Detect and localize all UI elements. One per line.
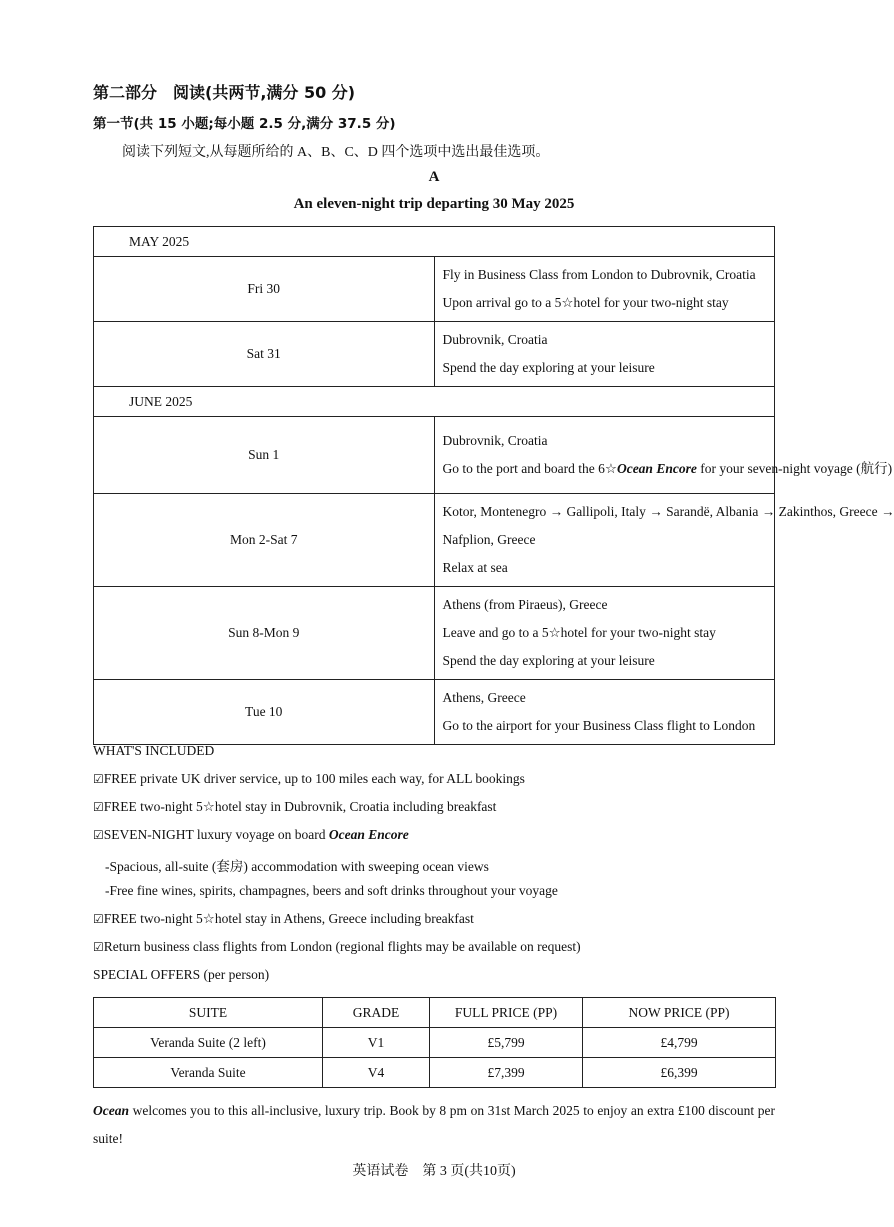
activity-line: Nafplion, Greece: [442, 532, 536, 547]
activity-line: Athens (from Piraeus), Greece: [442, 597, 608, 612]
included-text: FREE two-night 5☆hotel stay in Dubrovnik, Croatia including breakfast: [103, 799, 497, 814]
month-row-may: [94, 227, 775, 257]
price-row: [94, 1058, 776, 1088]
price-table: [93, 997, 776, 1088]
day-cell: Sun 1: [94, 417, 435, 494]
included-text: FREE private UK driver service, up to 100 miles each way, for ALL bookings: [103, 771, 525, 786]
included-item: [93, 799, 496, 815]
included-subitem: -Free fine wines, spirits, champagnes, beers and soft drinks throughout your voyage: [105, 883, 558, 898]
ship-name: Ocean Encore: [616, 461, 697, 476]
ship-name: Ocean Encore: [328, 827, 409, 842]
activity-text: for your seven-night voyage (航行): [696, 461, 893, 476]
activity-line: Athens, Greece: [442, 690, 526, 705]
column-header: GRADE: [323, 998, 430, 1028]
activity-line: Dubrovnik, Croatia: [442, 332, 548, 347]
month-label: JUNE 2025: [94, 387, 775, 417]
checkbox-icon: ☑: [93, 912, 104, 926]
column-header: FULL PRICE (PP): [430, 998, 583, 1028]
day-cell: Fri 30: [94, 257, 435, 322]
activity-line: Kotor, Montenegro → Gallipoli, Italy → Sarandë, Albania → Zakinthos, Greece →: [442, 504, 894, 519]
activity-line: Spend the day exploring at your leisure: [442, 360, 655, 375]
column-header: SUITE: [94, 998, 323, 1028]
now-price-cell: £4,799: [583, 1028, 776, 1058]
month-row-june: [94, 387, 775, 417]
page-footer: 英语试卷 第 3 页(共10页): [352, 1164, 516, 1179]
activity-text: Go to the port and board the 6☆: [442, 461, 617, 476]
activity-cell: [434, 257, 775, 322]
included-text: SEVEN-NIGHT luxury voyage on board: [103, 827, 329, 842]
closing-text: welcomes you to this all-inclusive, luxury trip. Book by 8 pm on 31st March 2025 to enjoy an extra £100 discount per suite!: [93, 1103, 775, 1146]
activity-cell: [434, 494, 894, 587]
trip-title: An eleven-night trip departing 30 May 2025: [293, 196, 575, 212]
grade-cell: V1: [323, 1028, 430, 1058]
activity-cell: [434, 322, 775, 387]
day-cell: Sun 8-Mon 9: [94, 587, 435, 680]
itinerary-row: [94, 494, 775, 587]
day-cell: Sat 31: [94, 322, 435, 387]
itinerary-row: [94, 257, 775, 322]
column-header: NOW PRICE (PP): [583, 998, 776, 1028]
suite-cell: Veranda Suite (2 left): [94, 1028, 323, 1058]
activity-line: Upon arrival go to a 5☆hotel for your two-night stay: [442, 295, 729, 310]
activity-line: Leave and go to a 5☆hotel for your two-night stay: [442, 625, 716, 640]
itinerary-row: [94, 417, 775, 494]
full-price-cell: £7,399: [430, 1058, 583, 1088]
checkbox-icon: ☑: [93, 940, 104, 954]
day-cell: Tue 10: [94, 680, 435, 745]
offers-heading: SPECIAL OFFERS (per person): [93, 967, 270, 982]
section-title: 第一节(共 15 小题;每小题 2.5 分,满分 37.5 分): [93, 116, 396, 132]
part-title: 第二部分 阅读(共两节,满分 50 分): [93, 83, 356, 102]
brand-name: Ocean: [93, 1103, 129, 1118]
price-header-row: [94, 998, 776, 1028]
activity-cell: [434, 680, 775, 745]
activity-cell: [434, 417, 893, 494]
included-subitem: -Spacious, all-suite (套房) accommodation with sweeping ocean views: [105, 859, 489, 874]
checkbox-icon: ☑: [93, 828, 104, 842]
included-item: [93, 827, 409, 843]
passage-letter: A: [428, 169, 440, 185]
activity-line: Relax at sea: [442, 560, 508, 575]
activity-line: Go to the airport for your Business Class flight to London: [442, 718, 756, 733]
itinerary-table: [93, 226, 894, 745]
instruction-text: 阅读下列短文,从每题所给的 A、B、C、D 四个选项中选出最佳选项。: [122, 145, 550, 160]
activity-line: [442, 455, 893, 483]
grade-cell: V4: [323, 1058, 430, 1088]
activity-line: Dubrovnik, Croatia: [442, 433, 548, 448]
included-heading: WHAT'S INCLUDED: [93, 743, 215, 758]
day-cell: Mon 2-Sat 7: [94, 494, 435, 587]
itinerary-row: [94, 680, 775, 745]
checkbox-icon: ☑: [93, 772, 104, 786]
included-item: [93, 939, 581, 955]
now-price-cell: £6,399: [583, 1058, 776, 1088]
included-item: [93, 911, 474, 927]
suite-cell: Veranda Suite: [94, 1058, 323, 1088]
checkbox-icon: ☑: [93, 800, 104, 814]
full-price-cell: £5,799: [430, 1028, 583, 1058]
activity-line: Fly in Business Class from London to Dubrovnik, Croatia: [442, 267, 756, 282]
included-text: Return business class flights from London (regional flights may be available on request): [103, 939, 581, 954]
itinerary-row: [94, 587, 775, 680]
itinerary-row: [94, 322, 775, 387]
month-label: MAY 2025: [94, 227, 775, 257]
activity-cell: [434, 587, 775, 680]
price-row: [94, 1028, 776, 1058]
activity-line: Spend the day exploring at your leisure: [442, 653, 655, 668]
included-text: FREE two-night 5☆hotel stay in Athens, Greece including breakfast: [103, 911, 474, 926]
closing-paragraph: [93, 1097, 775, 1153]
included-item: [93, 771, 525, 787]
